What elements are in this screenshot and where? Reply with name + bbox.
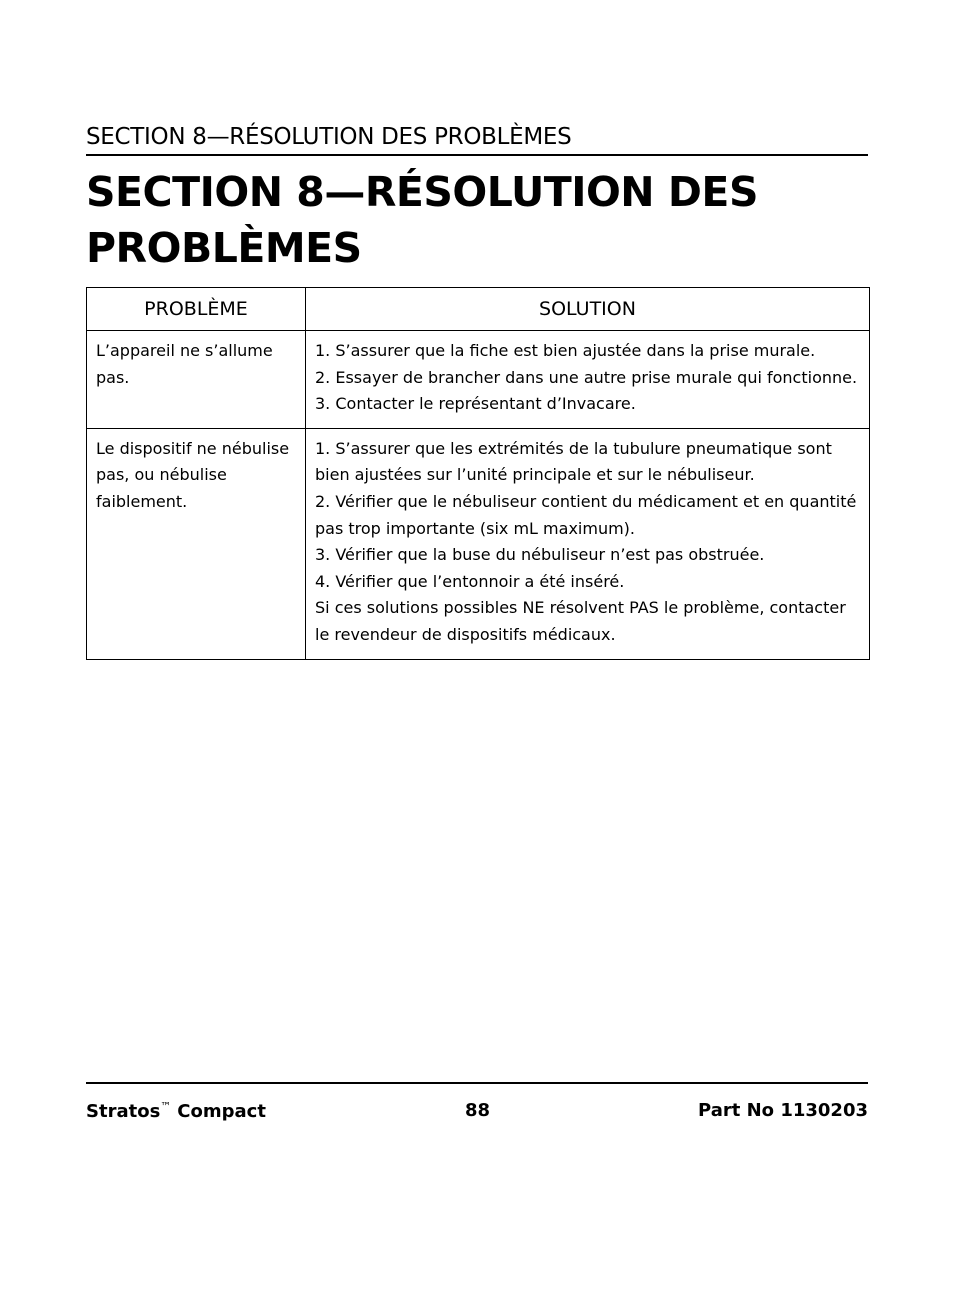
page-footer bbox=[86, 1082, 868, 1134]
solution-step: 2. Essayer de brancher dans une autre prise murale qui fonctionne. bbox=[315, 367, 858, 387]
product-name: Stratos bbox=[86, 1101, 161, 1122]
solution-step: 1. S’assurer que la fiche est bien ajustée dans la prise murale. bbox=[315, 341, 816, 360]
page-number: 88 bbox=[465, 1100, 491, 1121]
solution-step: 3. Vérifier que la buse du nébuliseur n’est pas obstruée. bbox=[315, 545, 765, 565]
problem-cell: L’appareil ne s’allume pas. bbox=[87, 331, 306, 429]
part-number: Part No 1130203 bbox=[698, 1100, 868, 1121]
running-header-title: SECTION 8—RÉSOLUTION DES PROBLÈMES bbox=[86, 124, 572, 150]
product-model: Compact bbox=[177, 1101, 266, 1122]
solution-step: 3. Contacter le représentant d’Invacare. bbox=[315, 394, 636, 414]
solution-note: Si ces solutions possibles NE résolvent PAS le problème, contacter le revendeur de dispositifs médicaux. bbox=[315, 598, 846, 644]
solution-cell bbox=[306, 428, 870, 659]
table-row bbox=[87, 331, 870, 429]
column-header-solution: SOLUTION bbox=[306, 288, 870, 331]
footer-product bbox=[86, 1100, 266, 1122]
problem-cell: Le dispositif ne nébulise pas, ou nébulise faiblement. bbox=[87, 428, 306, 659]
trademark-symbol: ™ bbox=[160, 1100, 172, 1113]
running-header bbox=[86, 122, 868, 156]
page-title: SECTION 8—RÉSOLUTION DES PROBLÈMES bbox=[86, 168, 758, 272]
solution-step: 4. Vérifier que l’entonnoir a été inséré. bbox=[315, 571, 625, 591]
solution-step: 1. S’assurer que les extrémités de la tubulure pneumatique sont bien ajustées sur l’unité principale et sur le nébuliseur. bbox=[315, 438, 832, 485]
solution-cell bbox=[306, 331, 870, 429]
table-header-row bbox=[87, 288, 870, 331]
solution-step: 2. Vérifier que le nébuliseur contient du médicament et en quantité pas trop importante (six mL maximum). bbox=[315, 491, 857, 538]
troubleshooting-table bbox=[86, 287, 870, 660]
column-header-problem: PROBLÈME bbox=[87, 288, 306, 331]
table-row bbox=[87, 428, 870, 659]
